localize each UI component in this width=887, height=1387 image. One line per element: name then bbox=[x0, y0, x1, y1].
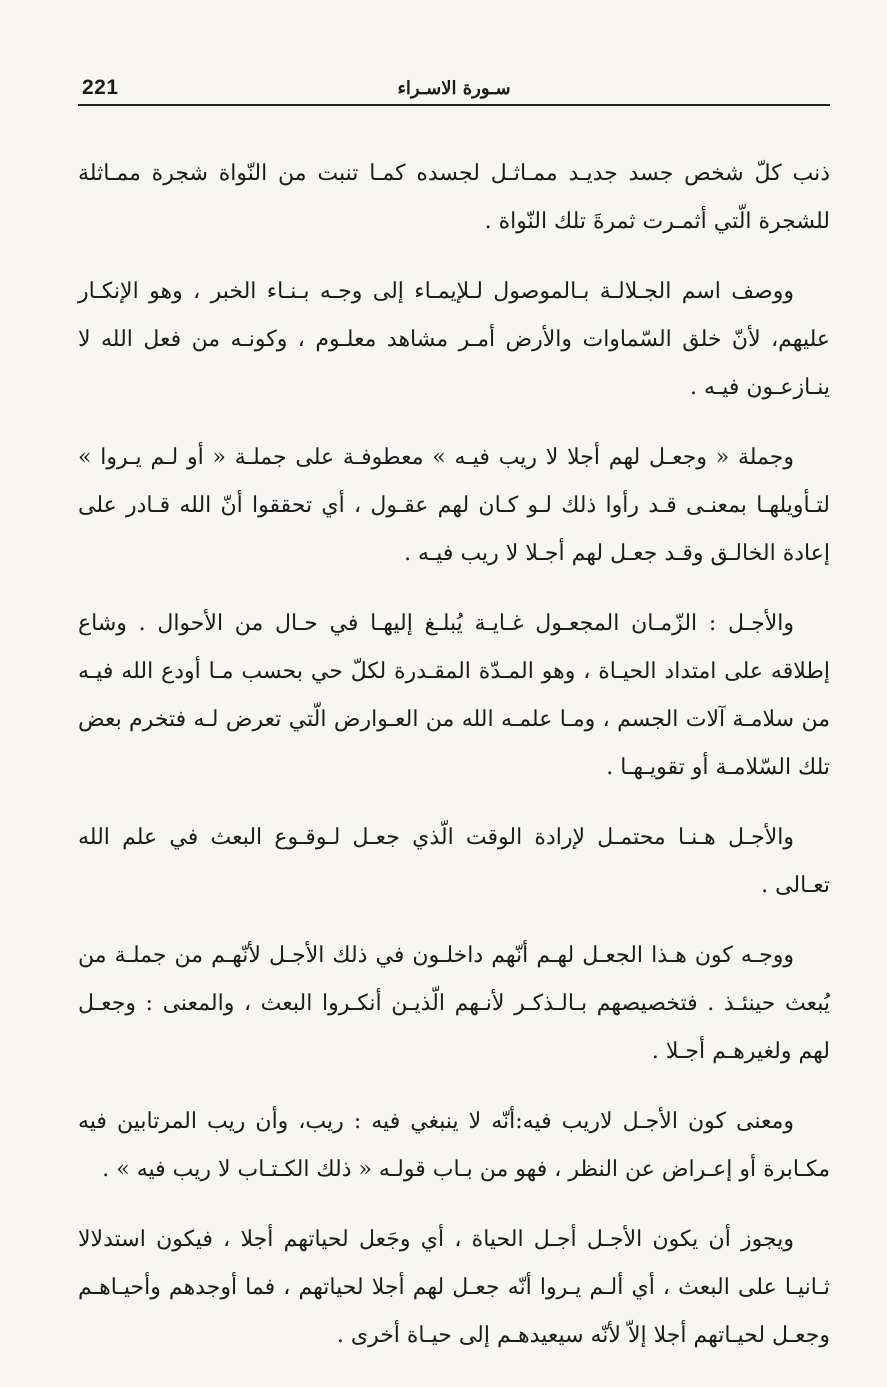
paragraph-3: وجملة « وجعـل لهم أجلا لا ريب فيـه » معطوفـة على جملـة « أو لـم يـروا » لتـأويلهـا بمعنـى قـد رأوا ذلك لـو كـان لهم عقـول ، أي تحققوا أنّ الله قـادر على إعادة الخالـق وقـد جعـل لهم أجـلا لا ريب فيـه . bbox=[78, 445, 830, 566]
body-text bbox=[78, 150, 830, 1382]
paragraph-5: والأجـل هـنـا محتمـل لإرادة الوقت الّذي جعـل لـوقـوع البعث في علم الله تعـالى . bbox=[78, 825, 830, 898]
paragraph-4: والأجـل : الزّمـان المجعـول غـايـة يُبلـغ إليهـا في حـال من الأحوال . وشاع إطلاقه على امتداد الحيـاة ، وهو المـدّة المقـدرة لكلّ حي بحسب مـا أودع الله فيـه من سلامـة آلات الجسم ، ومـا علمـه الله من العـوارض الّتي تعرض لـه فتخرم بعض تلك السّلامـة أو تقويـهـا . bbox=[78, 611, 830, 780]
header-rule bbox=[78, 104, 830, 106]
paragraph-6: ووجـه كون هـذا الجعـل لهـم أنّهم داخلـون في ذلك الأجـل لأنّهـم من جملـة من يُبعث حينئـذ . فتخصيصهم بـالـذكـر لأنـهم الّذيـن أنكـروا البعث ، والمعنى : وجعـل لهم ولغيرهـم أجـلا . bbox=[78, 943, 830, 1064]
paragraph-1: ذنب كلّ شخص جسد جديـد ممـاثـل لجسده كمـا تنبت من النّواة شجرة ممـاثلة للشجرة الّتي أثمـرت ثمرةَ تلك النّواة . bbox=[78, 161, 830, 234]
paragraph-7: ومعنى كون الأجـل لاريب فيه:أنّه لا ينبغي فيه : ريب، وأن ريب المرتابين فيه مكـابرة أو إعـراض عن النظر ، فهو من بـاب قولـه « ذلك الكـتـاب لا ريب فيه » . bbox=[78, 1109, 830, 1182]
paragraph-8: ويجوز أن يكون الأجـل أجـل الحياة ، أي وجَعل لحياتهم أجلا ، فيكون استدلالا ثـانيـا على البعث ، أي ألـم يـروا أنّه جعـل لهم أجلا لحياتهم ، فما أوجدهم وأحيـاهـم وجعـل لحيـاتهم أجلا إلاّ لأنّه سيعيدهـم إلى حيـاة أخرى . bbox=[78, 1227, 830, 1348]
page-header bbox=[78, 72, 830, 106]
paragraph-2: ووصف اسم الجـلالـة بـالموصول لـلإيمـاء إلى وجـه بـنـاء الخبر ، وهو الإنكـار عليهم، لأنّ خلق السّماوات والأرض أمـر مشاهد معلـوم ، وكونـه من فعل الله لا ينـازعـون فيـه . bbox=[78, 279, 830, 400]
running-title: سـورة الاسـراء bbox=[397, 78, 511, 99]
page-number: 221 bbox=[82, 76, 119, 99]
